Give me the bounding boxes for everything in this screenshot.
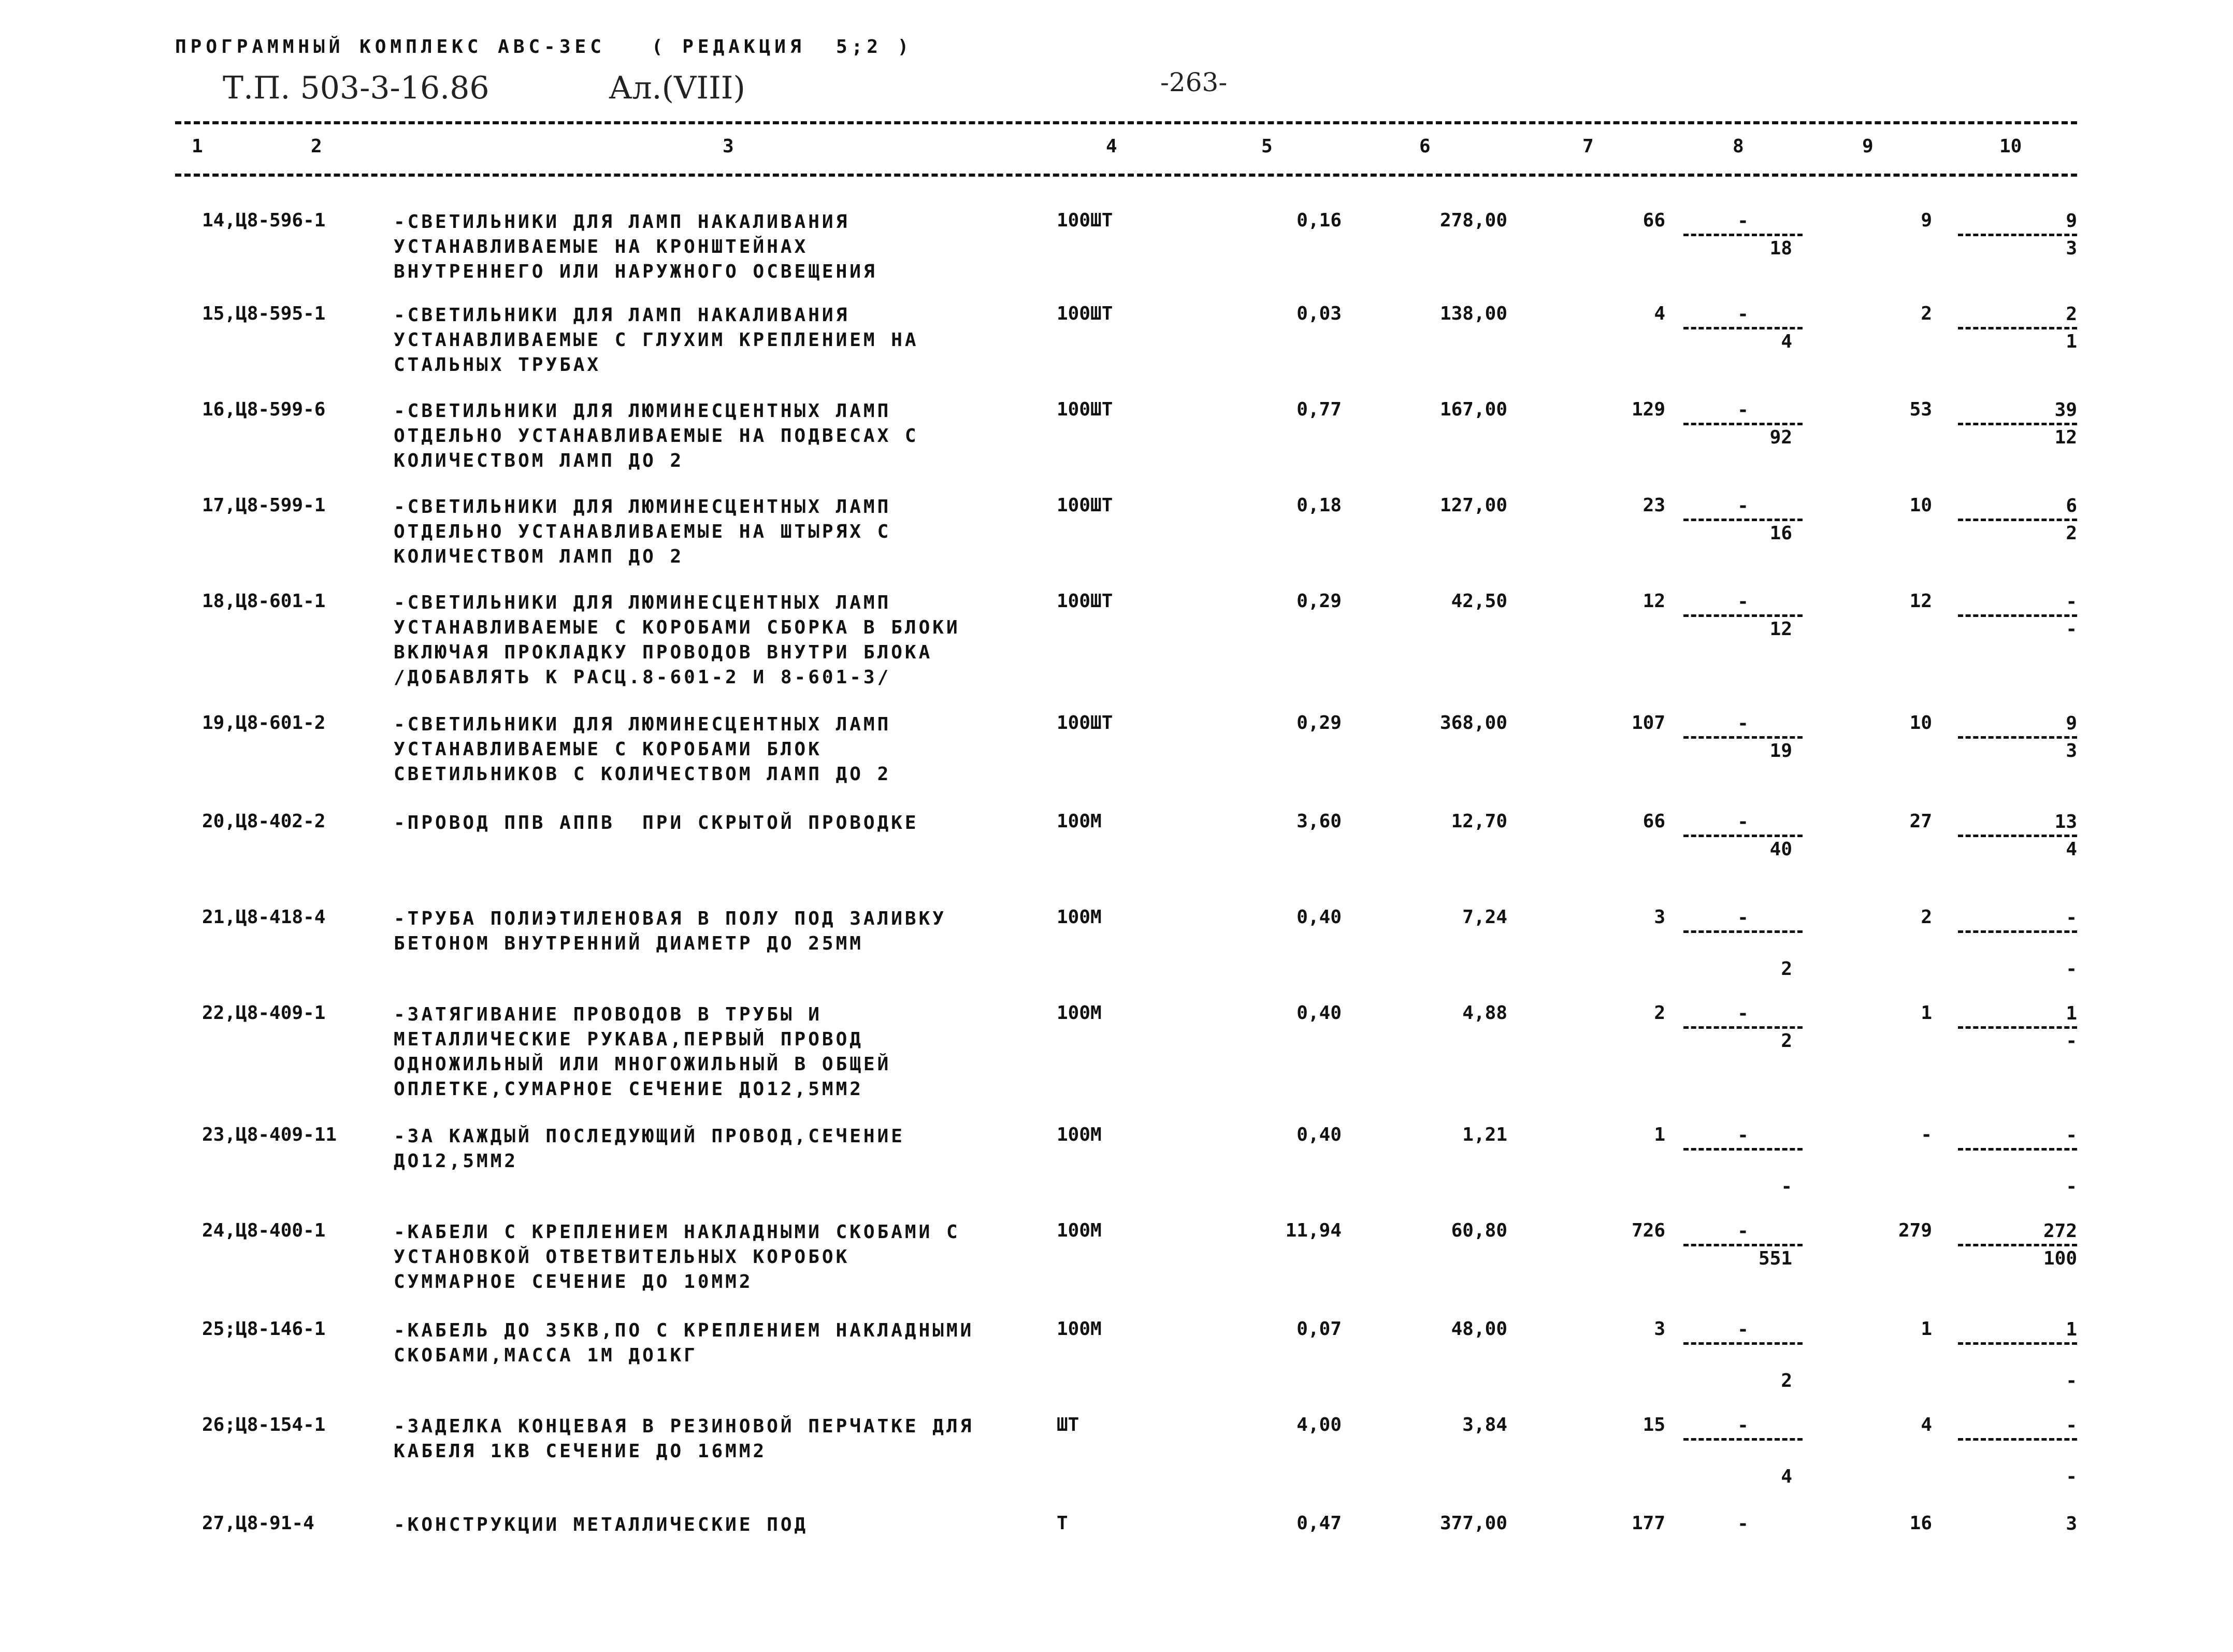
row-description: [394, 210, 1057, 284]
row-col9: 16: [1909, 1513, 1932, 1534]
description-line: -КАБЕЛИ С КРЕПЛЕНИЕМ НАКЛАДНЫМИ СКОБАМИ С: [394, 1222, 960, 1243]
description-line: СКОБАМИ,МАССА 1М ДО1КГ: [394, 1345, 698, 1366]
col8-fraction: [1683, 1220, 1803, 1271]
col10-bottom: -: [2066, 619, 2077, 640]
col8-top: -: [1737, 1003, 1749, 1024]
column-header-row: [0, 136, 2233, 156]
row-code: 27,Ц8-91-4: [202, 1513, 314, 1534]
row-description: [394, 1124, 1057, 1174]
row-description: [394, 1220, 1057, 1295]
row-total-cost: 4: [1654, 303, 1665, 324]
row-code: 26;Ц8-154-1: [202, 1414, 326, 1435]
description-line: -СВЕТИЛЬНИКИ ДЛЯ ЛЮМИНЕСЦЕНТНЫХ ЛАМП: [394, 400, 891, 422]
description-line: ВНУТРЕННЕГО ИЛИ НАРУЖНОГО ОСВЕЩЕНИЯ: [394, 261, 877, 282]
description-line: БЕТОНОМ ВНУТРЕННИЙ ДИАМЕТР ДО 25ММ: [394, 933, 863, 954]
col10-top: -: [2066, 1415, 2077, 1436]
fraction-bar: [1683, 1438, 1803, 1441]
row-unit: 100М: [1057, 1124, 1102, 1145]
row-unit-cost: 12,70: [1451, 811, 1507, 832]
description-line: -СВЕТИЛЬНИКИ ДЛЯ ЛЮМИНЕСЦЕНТНЫХ ЛАМП: [394, 592, 891, 613]
col8-bottom: 12: [1769, 619, 1792, 640]
description-line: УСТАНАВЛИВАЕМЫЕ С КОРОБАМИ БЛОК: [394, 739, 822, 760]
col8-fraction: [1683, 1124, 1803, 1199]
col10-top: 39: [2054, 399, 2077, 421]
row-description: [394, 712, 1057, 787]
description-line: СУММАРНОЕ СЕЧЕНИЕ ДО 10ММ2: [394, 1271, 753, 1292]
row-total-cost: 1: [1654, 1124, 1665, 1145]
col10-top: 3: [2066, 1513, 2077, 1534]
fraction-bar: [1958, 930, 2077, 933]
col8-fraction: [1683, 712, 1803, 764]
row-unit-cost: 7,24: [1462, 907, 1507, 928]
description-line: УСТАНАВЛИВАЕМЫЕ НА КРОНШТЕЙНАХ: [394, 236, 809, 257]
col10-fraction: [1958, 907, 2077, 982]
description-line: СТАЛЬНЫХ ТРУБАХ: [394, 354, 601, 376]
col10-fraction: [1958, 495, 2077, 546]
description-line: ВКЛЮЧАЯ ПРОКЛАДКУ ПРОВОДОВ ВНУТРИ БЛОКА: [394, 642, 933, 663]
row-quantity: 0,47: [1296, 1513, 1342, 1534]
col10-fraction: [1958, 303, 2077, 354]
description-line: СВЕТИЛЬНИКОВ С КОЛИЧЕСТВОМ ЛАМП ДО 2: [394, 764, 891, 785]
col8-top: -: [1737, 591, 1749, 612]
col10-bottom: -: [2066, 1466, 2077, 1487]
col10-top: -: [2066, 591, 2077, 612]
col8-fraction: [1683, 811, 1803, 862]
row-quantity: 0,40: [1296, 1124, 1342, 1145]
description-line: ДО12,5ММ2: [394, 1151, 518, 1172]
col10-bottom: -: [2066, 1370, 2077, 1391]
description-line: -ЗАТЯГИВАНИЕ ПРОВОДОВ В ТРУБЫ И: [394, 1004, 822, 1025]
row-col9: 10: [1909, 495, 1932, 516]
col10-bottom: -: [2066, 1030, 2077, 1052]
row-unit-cost: 278,00: [1439, 210, 1507, 231]
col10-top: 1: [2066, 1319, 2077, 1340]
col8-top: -: [1737, 713, 1749, 734]
col-head-4: 4: [1106, 136, 1117, 157]
row-quantity: 0,16: [1296, 210, 1342, 231]
row-code: 16,Ц8-599-6: [202, 399, 326, 420]
row-quantity: 4,00: [1296, 1414, 1342, 1435]
col8-bottom: 18: [1769, 238, 1792, 259]
row-col9: 4: [1921, 1414, 1932, 1435]
description-line: КАБЕЛЯ 1КВ СЕЧЕНИЕ ДО 16ММ2: [394, 1441, 767, 1462]
fraction-bar: [1683, 1342, 1803, 1345]
col8-top: -: [1737, 304, 1749, 325]
col10-bottom: 2: [2066, 523, 2077, 544]
col10-fraction: [1958, 1318, 2077, 1394]
row-code: 23,Ц8-409-11: [202, 1124, 337, 1145]
row-unit: 100М: [1057, 1220, 1102, 1241]
header-bottom-rule: [175, 174, 2077, 177]
row-unit: 100ШТ: [1057, 399, 1113, 420]
col8-fraction: [1683, 1002, 1803, 1054]
col10-top: 9: [2066, 713, 2077, 734]
description-line: -СВЕТИЛЬНИКИ ДЛЯ ЛЮМИНЕСЦЕНТНЫХ ЛАМП: [394, 714, 891, 735]
row-quantity: 0,03: [1296, 303, 1342, 324]
col10-fraction: [1958, 1002, 2077, 1054]
col10-value: [1958, 1513, 2077, 1535]
row-code: 14,Ц8-596-1: [202, 210, 326, 231]
col-head-9: 9: [1862, 136, 1874, 157]
row-unit-cost: 4,88: [1462, 1002, 1507, 1024]
col10-top: -: [2066, 1125, 2077, 1146]
row-col9: 53: [1909, 399, 1932, 420]
row-code: 19,Ц8-601-2: [202, 712, 326, 734]
row-unit: 100М: [1057, 907, 1102, 928]
col8-top: -: [1737, 811, 1749, 832]
row-code: 25;Ц8-146-1: [202, 1318, 326, 1340]
col10-fraction: [1958, 712, 2077, 764]
row-col9: 279: [1898, 1220, 1932, 1241]
row-unit-cost: 138,00: [1439, 303, 1507, 324]
fraction-bar: [1958, 1342, 2077, 1345]
description-line: УСТАНОВКОЙ ОТВЕТВИТЕЛЬНЫХ КОРОБОК: [394, 1246, 850, 1268]
row-code: 24,Ц8-400-1: [202, 1220, 326, 1241]
col8-bottom: 2: [1781, 1030, 1792, 1052]
row-quantity: 0,77: [1296, 399, 1342, 420]
top-rule: [175, 121, 2077, 124]
col10-top: 6: [2066, 495, 2077, 516]
col8-bottom: 4: [1781, 331, 1792, 352]
col8-bottom: 40: [1769, 839, 1792, 860]
col10-fraction: [1958, 1414, 2077, 1489]
col-head-3: 3: [723, 136, 734, 157]
description-line: -ТРУБА ПОЛИЭТИЛЕНОВАЯ В ПОЛУ ПОД ЗАЛИВКУ: [394, 908, 946, 929]
description-line: КОЛИЧЕСТВОМ ЛАМП ДО 2: [394, 546, 684, 567]
col10-fraction: [1958, 811, 2077, 862]
col8-top: -: [1737, 907, 1749, 928]
description-line: -ПРОВОД ППВ АППВ ПРИ СКРЫТОЙ ПРОВОДКЕ: [394, 812, 919, 834]
col10-top: 1: [2066, 1003, 2077, 1024]
col8-bottom: 4: [1781, 1466, 1792, 1487]
col10-bottom: 100: [2043, 1248, 2077, 1269]
description-line: КОЛИЧЕСТВОМ ЛАМП ДО 2: [394, 450, 684, 471]
row-description: [394, 811, 1057, 836]
col-head-8: 8: [1733, 136, 1744, 157]
col8-top: -: [1737, 1415, 1749, 1436]
row-total-cost: 23: [1643, 495, 1665, 516]
row-quantity: 0,40: [1296, 1002, 1342, 1024]
col-head-2: 2: [311, 136, 322, 157]
fraction-bar: [1958, 1438, 2077, 1441]
row-unit-cost: 127,00: [1439, 495, 1507, 516]
col8-value: [1683, 1513, 1803, 1535]
row-description: [394, 1414, 1057, 1464]
col10-bottom: -: [2066, 1176, 2077, 1197]
col10-fraction: [1958, 399, 2077, 450]
col10-fraction: [1958, 1220, 2077, 1271]
row-code: 20,Ц8-402-2: [202, 811, 326, 832]
row-col9: 1: [1921, 1318, 1932, 1340]
row-unit-cost: 48,00: [1451, 1318, 1507, 1340]
col8-top: -: [1737, 1220, 1749, 1242]
col8-fraction: [1683, 303, 1803, 354]
description-line: /ДОБАВЛЯТЬ К РАСЦ.8-601-2 И 8-601-3/: [394, 667, 891, 688]
fraction-bar: [1683, 930, 1803, 933]
row-unit: ШТ: [1057, 1414, 1079, 1435]
row-description: [394, 303, 1057, 378]
row-code: 21,Ц8-418-4: [202, 907, 326, 928]
row-col9: 9: [1921, 210, 1932, 231]
description-line: МЕТАЛЛИЧЕСКИЕ РУКАВА,ПЕРВЫЙ ПРОВОД: [394, 1029, 863, 1050]
row-description: [394, 1513, 1057, 1538]
row-col9: 2: [1921, 303, 1932, 324]
row-code: 22,Ц8-409-1: [202, 1002, 326, 1024]
col8-bottom: 551: [1758, 1248, 1792, 1269]
row-unit-cost: 60,80: [1451, 1220, 1507, 1241]
description-line: ОТДЕЛЬНО УСТАНАВЛИВАЕМЫЕ НА ПОДВЕСАХ С: [394, 425, 919, 447]
row-col9: 10: [1909, 712, 1932, 734]
col10-fraction: [1958, 210, 2077, 261]
col8-top: -: [1737, 399, 1749, 421]
description-line: -СВЕТИЛЬНИКИ ДЛЯ ЛАМП НАКАЛИВАНИЯ: [394, 305, 850, 326]
description-line: -ЗАДЕЛКА КОНЦЕВАЯ В РЕЗИНОВОЙ ПЕРЧАТКЕ ДЛЯ: [394, 1416, 974, 1437]
row-col9: -: [1921, 1124, 1932, 1145]
row-description: [394, 1002, 1057, 1102]
col8-bottom: 2: [1781, 1370, 1792, 1391]
row-unit-cost: 167,00: [1439, 399, 1507, 420]
description-line: ОПЛЕТКЕ,СУМАРНОЕ СЕЧЕНИЕ ДО12,5ММ2: [394, 1079, 863, 1100]
row-description: [394, 1318, 1057, 1368]
col8-top: -: [1737, 1125, 1749, 1146]
col10-bottom: 12: [2054, 427, 2077, 448]
description-line: -СВЕТИЛЬНИКИ ДЛЯ ЛАМП НАКАЛИВАНИЯ: [394, 211, 850, 233]
col8-top: -: [1737, 1513, 1749, 1534]
row-quantity: 3,60: [1296, 811, 1342, 832]
description-line: ОТДЕЛЬНО УСТАНАВЛИВАЕМЫЕ НА ШТЫРЯХ С: [394, 521, 891, 542]
row-total-cost: 3: [1654, 1318, 1665, 1340]
col8-bottom: 2: [1781, 958, 1792, 980]
col8-bottom: -: [1781, 1176, 1792, 1197]
col8-bottom: 16: [1769, 523, 1792, 544]
row-unit: 100ШТ: [1057, 303, 1113, 324]
col10-bottom: 3: [2066, 238, 2077, 259]
description-line: УСТАНАВЛИВАЕМЫЕ С ГЛУХИМ КРЕПЛЕНИЕМ НА: [394, 329, 919, 351]
row-unit: 100М: [1057, 811, 1102, 832]
col8-fraction: [1683, 399, 1803, 450]
row-code: 18,Ц8-601-1: [202, 591, 326, 612]
row-col9: 1: [1921, 1002, 1932, 1024]
row-code: 15,Ц8-595-1: [202, 303, 326, 324]
col8-bottom: 19: [1769, 740, 1792, 762]
col-head-1: 1: [192, 136, 203, 157]
description-line: ОДНОЖИЛЬНЫЙ ИЛИ МНОГОЖИЛЬНЫЙ В ОБЩЕЙ: [394, 1054, 891, 1075]
row-unit: 100ШТ: [1057, 591, 1113, 612]
program-header: ПРОГРАММНЫЙ КОМПЛЕКС АВС-ЗЕС ( РЕДАКЦИЯ 5;2 ): [175, 36, 913, 58]
description-line: -КОНСТРУКЦИИ МЕТАЛЛИЧЕСКИЕ ПОД: [394, 1514, 809, 1535]
description-line: -КАБЕЛЬ ДО 35КВ,ПО С КРЕПЛЕНИЕМ НАКЛАДНЫМИ: [394, 1320, 974, 1341]
row-quantity: 0,40: [1296, 907, 1342, 928]
col8-top: -: [1737, 210, 1749, 232]
row-unit: Т: [1057, 1513, 1068, 1534]
col8-bottom: 92: [1769, 427, 1792, 448]
description-line: -ЗА КАЖДЫЙ ПОСЛЕДУЮЩИЙ ПРОВОД,СЕЧЕНИЕ: [394, 1126, 905, 1147]
col10-top: 9: [2066, 210, 2077, 232]
col-head-6: 6: [1419, 136, 1431, 157]
row-total-cost: 3: [1654, 907, 1665, 928]
col10-fraction: [1958, 1124, 2077, 1199]
col10-bottom: 3: [2066, 740, 2077, 762]
col8-top: -: [1737, 1319, 1749, 1340]
col10-top: 13: [2054, 811, 2077, 832]
row-description: [394, 495, 1057, 569]
col8-top: -: [1737, 495, 1749, 516]
row-col9: 2: [1921, 907, 1932, 928]
col10-bottom: 1: [2066, 331, 2077, 352]
row-quantity: 0,18: [1296, 495, 1342, 516]
row-quantity: 11,94: [1285, 1220, 1342, 1241]
row-quantity: 0,29: [1296, 712, 1342, 734]
col8-fraction: [1683, 907, 1803, 982]
row-unit: 100ШТ: [1057, 712, 1113, 734]
col8-fraction: [1683, 1318, 1803, 1394]
col10-fraction: [1958, 591, 2077, 642]
col-head-7: 7: [1582, 136, 1594, 157]
row-code: 17,Ц8-599-1: [202, 495, 326, 516]
row-unit-cost: 377,00: [1439, 1513, 1507, 1534]
col10-bottom: 4: [2066, 839, 2077, 860]
album-label: Ал.(VIII): [609, 70, 745, 106]
row-total-cost: 177: [1631, 1513, 1665, 1534]
row-total-cost: 66: [1643, 811, 1665, 832]
row-unit-cost: 1,21: [1462, 1124, 1507, 1145]
row-description: [394, 907, 1057, 956]
row-total-cost: 66: [1643, 210, 1665, 231]
description-line: -СВЕТИЛЬНИКИ ДЛЯ ЛЮМИНЕСЦЕНТНЫХ ЛАМП: [394, 496, 891, 518]
row-unit: 100М: [1057, 1318, 1102, 1340]
row-total-cost: 129: [1631, 399, 1665, 420]
row-unit: 100М: [1057, 1002, 1102, 1024]
col8-fraction: [1683, 591, 1803, 642]
fraction-bar: [1683, 1148, 1803, 1151]
row-description: [394, 591, 1057, 690]
col10-top: 272: [2043, 1220, 2077, 1242]
col8-fraction: [1683, 210, 1803, 261]
row-unit: 100ШТ: [1057, 210, 1113, 231]
row-total-cost: 107: [1631, 712, 1665, 734]
row-description: [394, 399, 1057, 473]
row-col9: 12: [1909, 591, 1932, 612]
page-number: -263-: [1160, 67, 1228, 97]
row-unit-cost: 42,50: [1451, 591, 1507, 612]
row-quantity: 0,29: [1296, 591, 1342, 612]
col8-fraction: [1683, 1414, 1803, 1489]
row-col9: 27: [1909, 811, 1932, 832]
col-head-5: 5: [1261, 136, 1273, 157]
row-total-cost: 15: [1643, 1414, 1665, 1435]
col10-top: 2: [2066, 304, 2077, 325]
row-quantity: 0,07: [1296, 1318, 1342, 1340]
col10-bottom: -: [2066, 958, 2077, 980]
project-code: Т.П. 503-3-16.86: [223, 70, 489, 106]
row-unit-cost: 368,00: [1439, 712, 1507, 734]
fraction-bar: [1958, 1148, 2077, 1151]
description-line: УСТАНАВЛИВАЕМЫЕ С КОРОБАМИ СБОРКА В БЛОКИ: [394, 617, 960, 638]
row-total-cost: 12: [1643, 591, 1665, 612]
col10-top: -: [2066, 907, 2077, 928]
col-head-10: 10: [1999, 136, 2022, 157]
row-total-cost: 726: [1631, 1220, 1665, 1241]
row-unit: 100ШТ: [1057, 495, 1113, 516]
col8-fraction: [1683, 495, 1803, 546]
row-unit-cost: 3,84: [1462, 1414, 1507, 1435]
row-total-cost: 2: [1654, 1002, 1665, 1024]
